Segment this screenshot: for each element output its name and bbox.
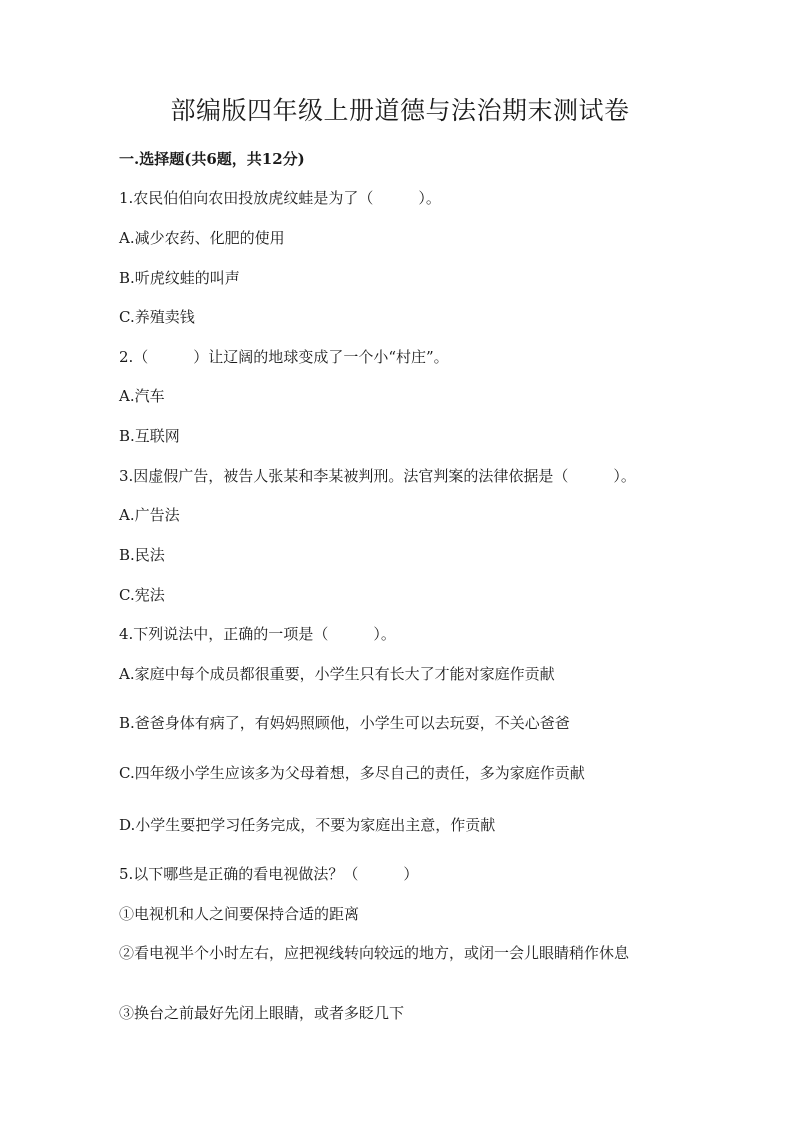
question-4-option-d: D.小学生要把学习任务完成，不要为家庭出主意，作贡献 bbox=[119, 816, 496, 834]
question-3-stem: 3.因虚假广告，被告人张某和李某被判刑。法官判案的法律依据是（ ）。 bbox=[119, 467, 636, 485]
question-5-statement-1: ①电视机和人之间要保持合适的距离 bbox=[119, 905, 360, 923]
question-3-option-c: C.宪法 bbox=[119, 586, 165, 604]
question-3-option-a: A.广告法 bbox=[119, 506, 180, 524]
section-heading: 一.选择题(共6题，共12分) bbox=[119, 150, 305, 168]
question-4-option-b: B.爸爸身体有病了，有妈妈照顾他，小学生可以去玩耍，不关心爸爸 bbox=[119, 714, 570, 732]
question-2-option-b: B.互联网 bbox=[119, 427, 180, 445]
question-2-stem: 2.（ ）让辽阔的地球变成了一个小“村庄”。 bbox=[119, 348, 449, 366]
question-3-option-b: B.民法 bbox=[119, 546, 165, 564]
question-5-statement-2: ②看电视半个小时左右，应把视线转向较远的地方，或闭一会儿眼睛稍作休息 bbox=[119, 944, 630, 962]
question-1-stem: 1.农民伯伯向农田投放虎纹蛙是为了（ ）。 bbox=[119, 189, 441, 207]
exam-title: 部编版四年级上册道德与法治期末测试卷 bbox=[170, 96, 630, 125]
question-5-stem: 5.以下哪些是正确的看电视做法？（ ） bbox=[119, 865, 419, 883]
question-2-option-a: A.汽车 bbox=[119, 387, 165, 405]
question-1-option-b: B.听虎纹蛙的叫声 bbox=[119, 269, 240, 287]
question-4-stem: 4.下列说法中，正确的一项是（ ）。 bbox=[119, 625, 396, 643]
question-4-option-a: A.家庭中每个成员都很重要，小学生只有长大了才能对家庭作贡献 bbox=[119, 665, 555, 683]
question-1-option-c: C.养殖卖钱 bbox=[119, 308, 195, 326]
question-4-option-c: C.四年级小学生应该多为父母着想，多尽自己的责任，多为家庭作贡献 bbox=[119, 764, 585, 782]
question-5-statement-3: ③换台之前最好先闭上眼睛，或者多眨几下 bbox=[119, 1004, 405, 1022]
question-1-option-a: A.减少农药、化肥的使用 bbox=[119, 229, 285, 247]
